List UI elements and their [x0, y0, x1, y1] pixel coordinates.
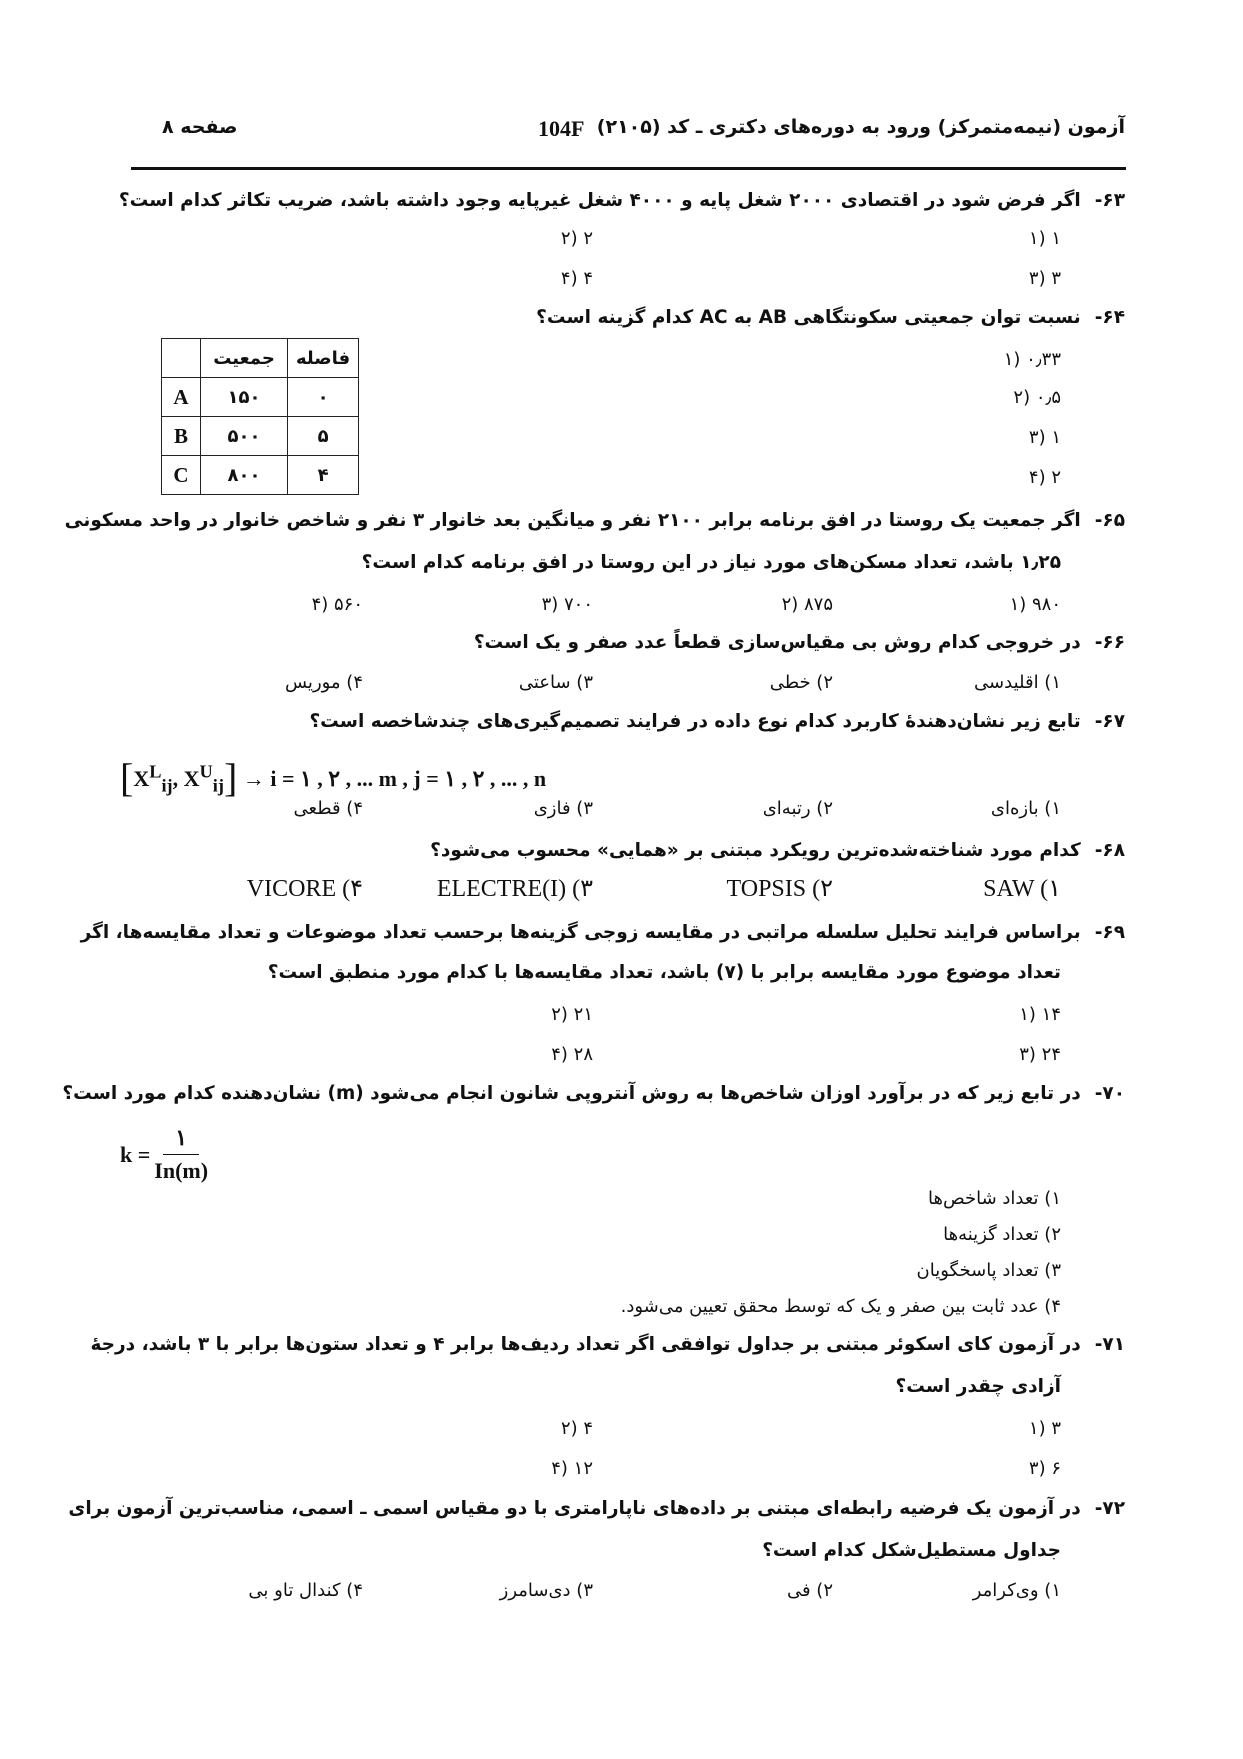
left-bracket: [: [120, 755, 134, 800]
question-text: در آزمون کای اسکوئر مبتنی بر جداول توافقی اگر تعداد ردیف‌ها برابر ۴ و تعداد ستون‌ها برابر با ۳ باشد، درجهٔ: [90, 1334, 1081, 1355]
table-cell: ۴: [288, 456, 359, 495]
interval-data-formula: [$X^L_{ij}$, $X^U_{ij}] \to i$ = ۱ , ۲ , ... m , j = ۱ , ۲ , ... , n: [120, 755, 547, 800]
option-64-3[interactable]: ۱ (۳: [1028, 427, 1061, 448]
option-69-3[interactable]: ۲۴ (۳: [1019, 1044, 1061, 1065]
option-67-3[interactable]: ۳) فازی: [533, 798, 593, 819]
option-63-4[interactable]: ۴ (۴: [560, 268, 593, 289]
option-66-3[interactable]: ۳) ساعتی: [518, 672, 593, 693]
option-64-4[interactable]: ۲ (۴: [1028, 467, 1061, 488]
question-69-line-2: تعداد موضوع مورد مقایسه برابر با (۷) باشد، تعداد مقایسه‌ها با کدام مورد منطبق است؟: [267, 962, 1061, 983]
option-63-2[interactable]: ۲ (۲: [560, 228, 593, 249]
option-70-1[interactable]: ۱) تعداد شاخص‌ها: [927, 1188, 1061, 1209]
formula-x-2: X: [183, 766, 200, 791]
table-cell: C: [162, 456, 201, 495]
question-70: [62, 1083, 1125, 1104]
question-number: ۶۹-: [1094, 922, 1125, 943]
question-text: نسبت توان جمعیتی سکونتگاهی AB به AC کدام گزینه است؟: [536, 307, 1081, 328]
table-header-cell: فاصله: [288, 339, 359, 378]
table-row: [162, 456, 359, 495]
option-65-4[interactable]: ۵۶۰ (۴: [311, 594, 363, 615]
option-66-1[interactable]: ۱) اقلیدسی: [974, 672, 1061, 693]
table-header-row: [162, 339, 359, 378]
formula-x: X: [133, 766, 150, 791]
option-70-3[interactable]: ۳) تعداد پاسخگویان: [916, 1260, 1061, 1281]
question-text: در خروجی کدام روش بی مقیاس‌سازی قطعاً عدد صفر و یک است؟: [473, 632, 1081, 653]
formula-sup-lower: L: [149, 761, 162, 782]
question-text: اگر جمعیت یک روستا در افق برنامه برابر ۲۱۰۰ نفر و میانگین بعد خانوار ۳ نفر و شاخص خانوار در واحد مسکونی: [64, 510, 1081, 531]
question-text: کدام مورد شناخته‌شده‌ترین رویکرد مبتنی بر «همایی» محسوب می‌شود؟: [430, 840, 1081, 861]
table-header-cell: جمعیت: [201, 339, 288, 378]
question-number: ۶۷-: [1094, 711, 1125, 732]
question-number: ۶۴-: [1094, 307, 1125, 328]
formula-fraction: [154, 1125, 208, 1184]
question-63: [119, 190, 1125, 211]
page-number: صفحه ۸: [162, 116, 238, 138]
table-cell: B: [162, 417, 201, 456]
table-row: [162, 417, 359, 456]
table-cell: ۱۵۰: [201, 378, 288, 417]
question-text: در تابع زیر که در برآورد اوزان شاخص‌ها به روش آنتروپی شانون انجام می‌شود (m) نشان‌دهنده کدام مورد است؟: [62, 1083, 1081, 1104]
option-67-1[interactable]: ۱) بازه‌ای: [990, 798, 1061, 819]
option-70-4[interactable]: ۴) عدد ثابت بین صفر و یک که توسط محقق تعیین می‌شود.: [620, 1296, 1061, 1317]
question-71-line-2: آزادی چقدر است؟: [895, 1376, 1061, 1397]
option-64-1[interactable]: ۰٫۳۳ (۱: [1003, 349, 1061, 370]
question-71: [90, 1334, 1125, 1355]
option-66-4[interactable]: ۴) موریس: [284, 672, 363, 693]
option-71-4[interactable]: ۱۲ (۴: [551, 1458, 593, 1479]
option-65-1[interactable]: ۹۸۰ (۱: [1009, 594, 1061, 615]
table-cell: ۸۰۰: [201, 456, 288, 495]
question-number: ۶۳-: [1094, 190, 1125, 211]
question-number: ۷۰-: [1094, 1083, 1125, 1104]
option-69-4[interactable]: ۲۸ (۴: [551, 1044, 593, 1065]
right-bracket: ]: [224, 755, 238, 800]
question-number: ۷۲-: [1094, 1498, 1125, 1519]
table-cell: ۵۰۰: [201, 417, 288, 456]
table-cell: ۵: [288, 417, 359, 456]
option-72-1[interactable]: ۱) وی‌کرامر: [972, 1580, 1061, 1601]
option-71-1[interactable]: ۳ (۱: [1028, 1418, 1061, 1439]
formula-sub-2: ij: [212, 775, 224, 796]
question-text: در آزمون یک فرضیه رابطه‌ای مبتنی بر داده‌های ناپارامتری با دو مقیاس اسمی ـ اسمی، مناسب‌ترین آزمون برای: [68, 1498, 1081, 1519]
table-header-cell: [162, 339, 201, 378]
question-text: براساس فرایند تحلیل سلسله مراتبی در مقایسه زوجی گزینه‌ها برحسب تعداد موضوعات و تعداد مقایسه‌ها، اگر: [80, 922, 1081, 943]
option-71-2[interactable]: ۴ (۲: [560, 1418, 593, 1439]
exam-title: آزمون (نیمه‌متمرکز) ورود به دوره‌های دکتری ـ کد (۲۱۰۵): [596, 116, 1125, 138]
question-number: ۷۱-: [1094, 1334, 1125, 1355]
booklet-code: 104F: [538, 116, 585, 141]
formula-denominator: In(m): [154, 1158, 209, 1183]
option-66-2[interactable]: ۲) خطی: [769, 672, 833, 693]
question-72: [68, 1498, 1125, 1519]
question-text: اگر فرض شود در اقتصادی ۲۰۰۰ شغل پایه و ۴۰۰۰ شغل غیرپایه وجود داشته باشد، ضریب تکاثر کدام است؟: [118, 190, 1081, 211]
question-64: [536, 307, 1125, 328]
question-number: ۶۶-: [1094, 632, 1125, 653]
option-68-2[interactable]: TOPSIS (۲: [726, 876, 833, 902]
option-72-3[interactable]: ۳) دی‌سامرز: [499, 1580, 593, 1601]
question-65-line-2: ۱٫۲۵ باشد، تعداد مسکن‌های مورد نیاز در این روستا در افق برنامه کدام است؟: [361, 552, 1061, 573]
population-distance-table: [161, 338, 359, 495]
option-72-2[interactable]: ۲) فی: [786, 1580, 833, 1601]
question-69: [81, 922, 1125, 943]
option-68-4[interactable]: VICORE (۴: [246, 876, 363, 902]
question-67: [309, 711, 1125, 732]
question-72-line-2: جداول مستطیل‌شکل کدام است؟: [762, 1540, 1061, 1561]
option-68-1[interactable]: SAW (۱: [983, 876, 1061, 902]
formula-sub: ij: [161, 775, 173, 796]
question-65: [65, 510, 1125, 531]
option-70-2[interactable]: ۲) تعداد گزینه‌ها: [943, 1224, 1061, 1245]
table-cell: A: [162, 378, 201, 417]
question-number: ۶۸-: [1094, 840, 1125, 861]
table-cell: ۰: [288, 378, 359, 417]
question-text: تابع زیر نشان‌دهندهٔ کاربرد کدام نوع داده در فرایند تصمیم‌گیری‌های چندشاخصه است؟: [309, 711, 1081, 732]
question-68: [430, 840, 1125, 861]
table-row: [162, 378, 359, 417]
formula-sup-upper: U: [199, 761, 213, 782]
option-63-3[interactable]: ۳ (۳: [1028, 268, 1061, 289]
option-71-3[interactable]: ۶ (۳: [1028, 1458, 1061, 1479]
option-65-2[interactable]: ۸۷۵ (۲: [781, 594, 833, 615]
option-69-1[interactable]: ۱۴ (۱: [1019, 1004, 1061, 1025]
formula-lhs: k =: [120, 1141, 151, 1167]
option-67-2[interactable]: ۲) رتبه‌ای: [762, 798, 833, 819]
formula-indices: → i = ۱ , ۲ , ... m , j = ۱ , ۲ , ... , n: [242, 766, 547, 791]
entropy-formula: [120, 1125, 208, 1184]
question-66: [474, 632, 1125, 653]
question-number: ۶۵-: [1094, 510, 1125, 531]
option-65-3[interactable]: ۷۰۰ (۳: [541, 594, 593, 615]
option-64-2[interactable]: ۰٫۵ (۲: [1013, 387, 1061, 408]
option-72-4[interactable]: ۴) کندال تاو بی: [248, 1580, 363, 1601]
formula-numerator: ۱: [163, 1125, 199, 1155]
option-69-2[interactable]: ۲۱ (۲: [551, 1004, 593, 1025]
header-divider: [131, 167, 1126, 170]
option-68-3[interactable]: ELECTRE(I) (۳: [436, 876, 593, 902]
option-63-1[interactable]: ۱ (۱: [1028, 228, 1061, 249]
option-67-4[interactable]: ۴) قطعی: [293, 798, 363, 819]
